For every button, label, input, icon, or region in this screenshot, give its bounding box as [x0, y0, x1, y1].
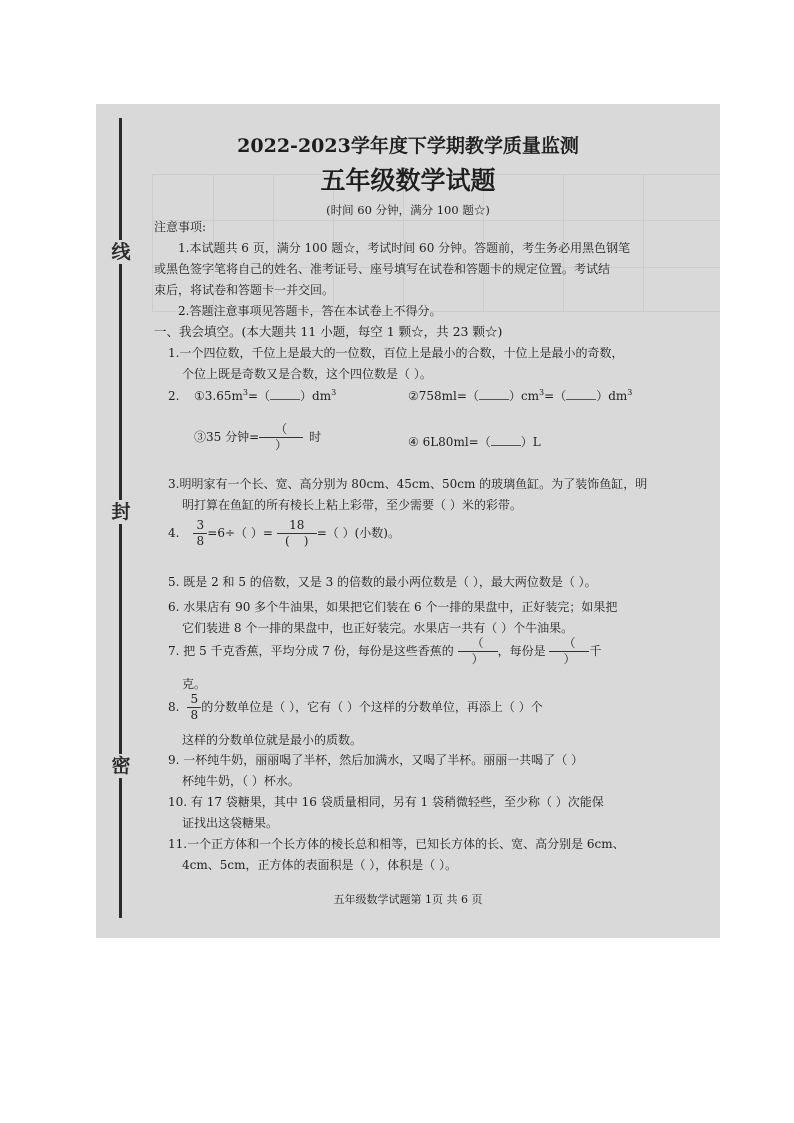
q3-line1: 3.明明家有一个长、宽、高分别为 80cm、45cm、50cm 的玻璃鱼缸。为了装饰鱼缸，明: [168, 477, 648, 491]
exam-photo: [96, 104, 720, 938]
q2-part-a: $①3.65m^3=$（ ）$dm^3$: [194, 388, 337, 403]
q6-line2: 它们装进 8 个一排的果盘中，也正好装完。水果店一共有（ ）个牛油果。: [182, 621, 574, 635]
q9-line2: 杯纯牛奶，（ ）杯水。: [182, 774, 300, 788]
q6-line1: 6. 水果店有 90 多个牛油果，如果把它们装在 6 个一排的果盘中，正好装完；如果把: [168, 600, 618, 614]
q8-line: 8. $\frac{5}{8}$ 的分数单位是（ ），它有（ ）个这样的分数单位，再添上（ ）个: [168, 692, 543, 722]
exam-subtitle: (时间 60 分钟，满分 100 题☆): [326, 203, 490, 217]
q9-line1: 9. 一杯纯牛奶，丽丽喝了半杯，然后加满水，又喝了半杯。丽丽一共喝了（ ）: [168, 753, 584, 767]
margin-label-feng: 封: [108, 500, 134, 524]
q3-line2: 明打算在鱼缸的所有棱长上粘上彩带，至少需要（ ）米的彩带。: [182, 498, 522, 512]
notice-item1-line2: 或黑色签字笔将自己的姓名、准考证号、座号填写在试卷和答题卡的规定位置。考试结: [154, 262, 611, 276]
notice-item1-line1: 1.本试题共 6 页，满分 100 题☆，考试时间 60 分钟。答题前，考生务必用黑色钢笔: [178, 241, 631, 255]
q11-line2: 4cm、5cm，正方体的表面积是（ ），体积是（ ）。: [182, 858, 458, 872]
margin-label-xian: 线: [108, 240, 134, 264]
q2-part-d: ④ 6L80ml=（ ）L: [408, 435, 541, 449]
exam-main-title: 五年级数学试题: [320, 166, 496, 195]
q5-line: 5. 既是 2 和 5 的倍数，又是 3 的倍数的最小两位数是（ ），最大两位数是（ ）。: [168, 575, 597, 589]
page-footer: 五年级数学试题第 1页 共 6 页: [333, 893, 483, 906]
q1-line2: 个位上既是奇数又是合数，这个四位数是（ ）。: [182, 367, 432, 381]
q2-number: 2.: [168, 389, 180, 403]
exam-year-title: 2022-2023学年度下学期教学质量监测: [237, 135, 579, 157]
notice-heading: 注意事项:: [154, 220, 207, 234]
q4-line: 4. $\frac{3}{8}$ =6÷（ ）= $\frac{18}{( )}$ =（ ）(小数)。: [168, 518, 400, 548]
notice-item1-line3: 束后，将试卷和答题卡一并交回。: [154, 283, 335, 297]
q10-line1: 10. 有 17 袋糖果，其中 16 袋质量相同，另有 1 袋稍微轻些，至少称（ ）次能保: [168, 795, 604, 809]
q11-line1: 11.一个正方体和一个长方体的棱长总和相等，已知长方体的长、宽、高分别是 6cm、: [168, 837, 625, 851]
q2-part-b: ②758ml=（ ）$cm^3=$（ ）$dm^3$: [408, 388, 633, 403]
section1-heading: 一、我会填空。(本大题共 11 小题，每空 1 颗☆，共 23 颗☆): [154, 324, 503, 339]
q7-line: 7. 把 5 千克香蕉，平均分成 7 份，每份是这些香蕉的 $\frac{(}{)}$ ，每份是 $\frac{(}{)}$ 千: [168, 636, 602, 666]
notice-item2: 2.答题注意事项见答题卡，答在本试卷上不得分。: [178, 304, 442, 318]
q8-line2: 这样的分数单位就是最小的质数。: [182, 733, 363, 747]
q7-line2: 克。: [182, 677, 207, 691]
q10-line2: 证找出这袋糖果。: [182, 816, 279, 830]
margin-label-mi: 密: [108, 754, 134, 778]
q2-part-c: ③35 分钟= $\frac{(}{)}$ 时: [194, 422, 322, 452]
q1-line1: 1.一个四位数，千位上是最大的一位数，百位上是最小的合数，十位上是最小的奇数，: [168, 346, 624, 360]
